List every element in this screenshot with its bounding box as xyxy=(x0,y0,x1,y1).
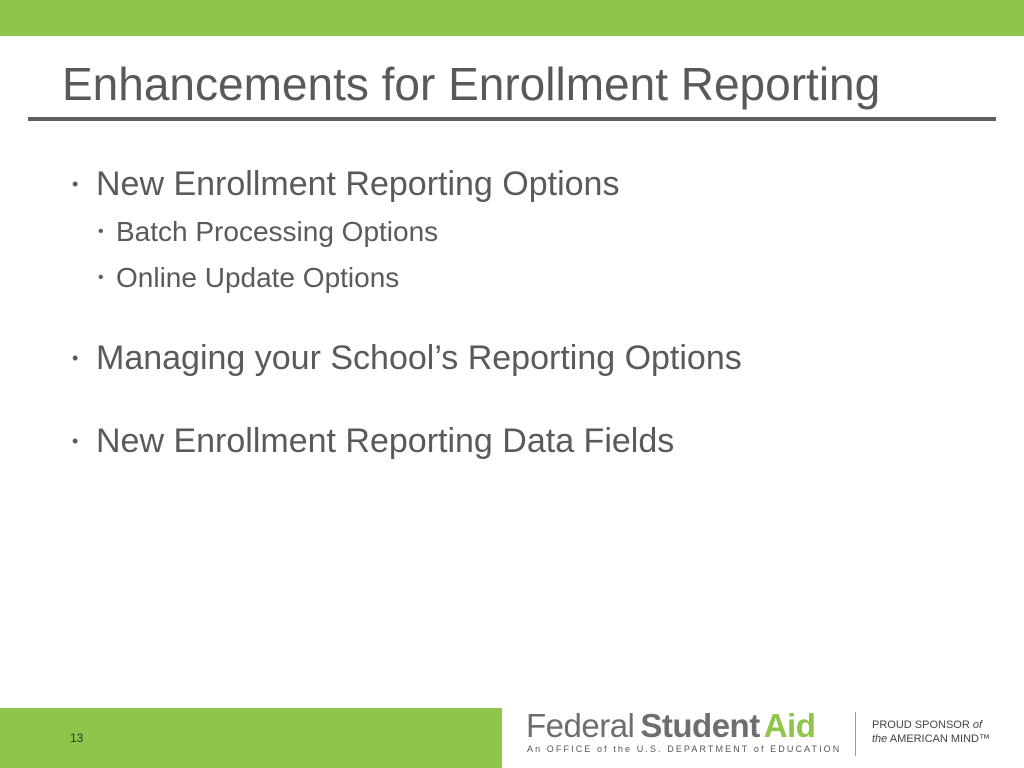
sub-bullet-item-2 xyxy=(98,261,400,295)
bullet-dot: • xyxy=(98,269,104,286)
bullet-item-1 xyxy=(72,164,620,204)
bullet-dot: • xyxy=(72,174,79,194)
sponsor-line-2-main: AMERICAN MIND™ xyxy=(889,733,990,745)
bullet-item-3 xyxy=(72,421,675,461)
bullet-text: Batch Processing Options xyxy=(116,216,439,247)
bullet-text: Managing your School’s Reporting Options xyxy=(96,339,742,377)
sponsor-text xyxy=(872,718,990,746)
logo-wordmark xyxy=(526,706,815,746)
bullet-text: New Enrollment Reporting Options xyxy=(96,165,620,203)
sponsor-line-2-italic: the xyxy=(872,733,888,745)
footer-divider xyxy=(855,712,856,756)
bullet-dot: • xyxy=(72,348,79,368)
bullet-dot: • xyxy=(98,223,104,240)
sponsor-line-1-italic: of xyxy=(972,719,983,731)
bullet-item-2 xyxy=(72,338,742,378)
logo-federal: Federal xyxy=(526,707,635,744)
bullet-text: Online Update Options xyxy=(116,262,400,293)
logo-aid: Aid xyxy=(763,707,816,744)
bullet-text: New Enrollment Reporting Data Fields xyxy=(96,422,675,460)
sponsor-line-1 xyxy=(872,718,990,732)
sponsor-line-1-main: PROUD SPONSOR xyxy=(872,719,970,731)
logo-student: Student xyxy=(640,707,760,744)
sponsor-line-2 xyxy=(872,732,990,746)
slide-title: Enhancements for Enrollment Reporting xyxy=(62,58,881,110)
sub-bullet-item-1 xyxy=(98,215,439,249)
logo-tagline: An OFFICE of the U.S. DEPARTMENT of EDUCATION xyxy=(527,744,842,754)
bullet-dot: • xyxy=(72,431,79,451)
page-number: 13 xyxy=(70,731,84,745)
